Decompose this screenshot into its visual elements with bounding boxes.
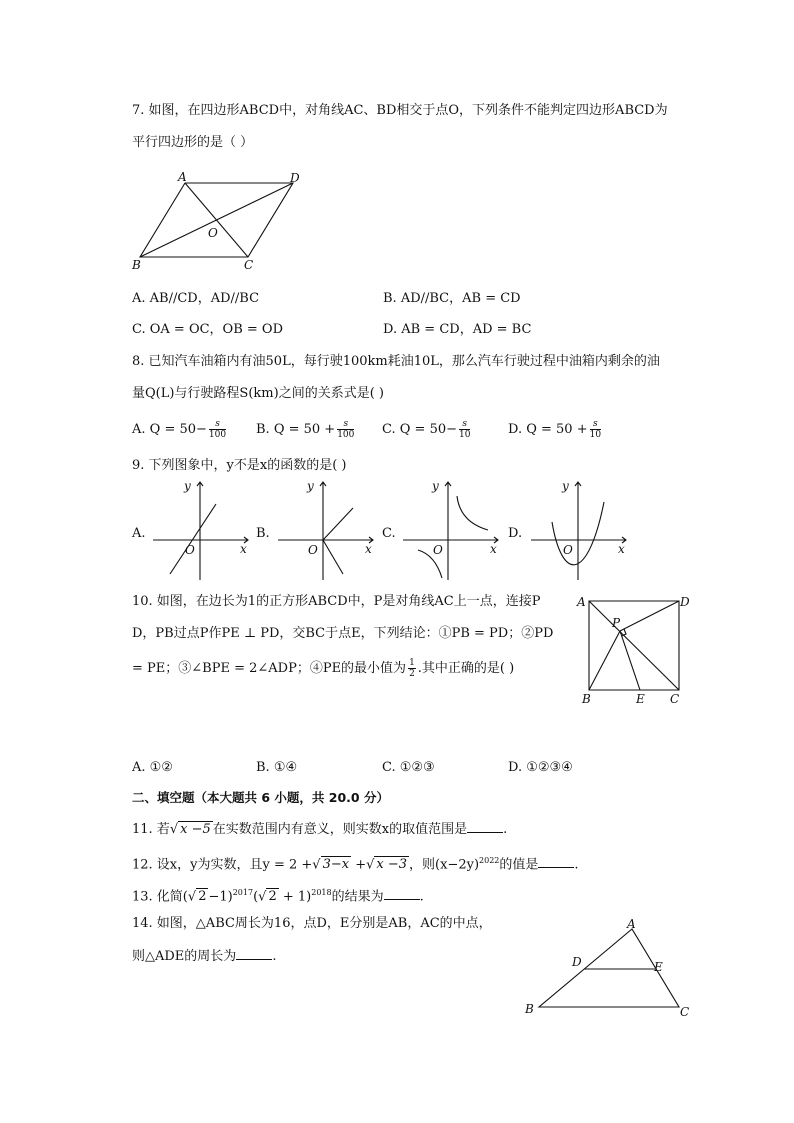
- q8-option-d: D. Q = 50 + $\frac{s}{10}$: [508, 419, 602, 440]
- q9c-label-o: O: [433, 543, 443, 557]
- q14-stem-line1: 14. 如图，△ABC周长为16，点D，E分别是AB，AC的中点，: [132, 916, 492, 931]
- q9d-label-o: O: [563, 543, 573, 557]
- q9a-label-y: y: [184, 479, 191, 493]
- q10-square-figure: [576, 590, 696, 708]
- q14-label-e: E: [654, 960, 663, 974]
- q14-label-d: D: [572, 955, 582, 969]
- q9a-label-o: O: [185, 543, 195, 557]
- q7-label-a: A: [178, 170, 187, 184]
- q9a-straight-line: [170, 504, 216, 574]
- q9-graph-a: [148, 478, 258, 583]
- q10-label-b: B: [582, 692, 591, 706]
- q9d-label-y: y: [562, 479, 569, 493]
- q7-parallelogram-figure: [128, 170, 308, 275]
- q9b-label-y: y: [307, 479, 314, 493]
- q7-option-b: B. AD//BC，AB = CD: [383, 291, 521, 306]
- q7-option-d: D. AB = CD，AD = BC: [383, 322, 532, 337]
- q13-answer-blank[interactable]: [384, 886, 420, 900]
- q9c-label-y: y: [432, 479, 439, 493]
- q12-answer-blank[interactable]: [538, 854, 574, 868]
- q14-answer-blank[interactable]: [236, 946, 272, 960]
- q8-stem-line1: 8. 已知汽车油箱内有油50L，每行驶100km耗油10L，那么汽车行驶过程中油箱内剩余的油: [132, 354, 660, 369]
- q9b-label-x: x: [365, 542, 372, 556]
- q9b-upper-ray: [323, 508, 353, 540]
- q7-label-c: C: [244, 258, 254, 272]
- q9c-upper-branch: [457, 496, 488, 530]
- q12-stem: 12. 设x，y为实数，且y = 2 +√ 3−x +√ x −3 ，则$(x-2y)^{2022}$的值是 .: [132, 856, 579, 873]
- q10-option-c: C. ①②③: [382, 760, 435, 775]
- q10-segment-pe: [620, 631, 640, 690]
- q10-label-p: P: [612, 616, 621, 630]
- q10-option-b: B. ①④: [256, 760, 298, 775]
- q9-option-c-label: C.: [382, 526, 396, 541]
- q10-segment-pd: [620, 601, 679, 631]
- q13-stem: 13. 化简(√ 2 −1)$^{2017}$(√ 2 + 1)$^{2018}$的结果为 .: [132, 888, 424, 905]
- q10-label-e: E: [636, 692, 645, 706]
- q10-diagonal-ac: [589, 601, 679, 690]
- q9d-label-x: x: [618, 542, 625, 556]
- q8-option-a: A. Q = 50− $\frac{s}{100}$: [132, 419, 227, 440]
- q9a-label-x: x: [240, 542, 247, 556]
- q14-triangle-figure: [520, 915, 695, 1023]
- q7-stem-line2: 平行四边形的是（ ）: [132, 135, 254, 150]
- q10-stem-line1: 10. 如图，在边长为1的正方形ABCD中，P是对角线AC上一点，连接P: [132, 594, 541, 609]
- section-fill-in-heading: 二、填空题（本大题共 6 小题，共 20.0 分）: [132, 790, 389, 805]
- q10-option-a: A. ①②: [132, 760, 173, 775]
- q7-option-c: C. OA = OC，OB = OD: [132, 322, 284, 337]
- q7-label-d: D: [290, 171, 300, 185]
- q10-option-d: D. ①②③④: [508, 760, 573, 775]
- q9-stem: 9. 下列图象中，y不是x的函数的是( ): [132, 458, 347, 473]
- q7-stem-line1: 7. 如图，在四边形ABCD中，对角线AC、BD相交于点O，下列条件不能判定四边形ABCD为: [132, 103, 668, 118]
- q9-option-d-label: D.: [508, 526, 523, 541]
- q8-option-c: C. Q = 50− $\frac{s}{10}$: [382, 419, 471, 440]
- q14-stem-line2: 则△ADE的周长为 .: [132, 946, 276, 967]
- q11-stem: 11. 若√ x −5 在实数范围内有意义，则实数x的取值范围是 .: [132, 819, 507, 840]
- q10-segment-pb: [589, 631, 620, 690]
- q10-label-d: D: [680, 595, 690, 609]
- q9-graph-d: [526, 478, 636, 583]
- q7-label-o: O: [208, 226, 218, 240]
- q14-label-a: A: [627, 917, 636, 931]
- q11-answer-blank[interactable]: [467, 819, 503, 833]
- q9-graph-c: [398, 478, 508, 583]
- q9c-label-x: x: [490, 542, 497, 556]
- q9-option-b-label: B.: [256, 526, 270, 541]
- q9b-lower-ray: [323, 540, 343, 574]
- q10-stem-line2: D，PB过点P作PE ⊥ PD，交BC于点E，下列结论：①PB = PD；②PD: [132, 626, 554, 641]
- q10-label-a: A: [577, 595, 586, 609]
- q9-option-a-label: A.: [132, 526, 146, 541]
- q10-stem-line3: = PE；③∠BPE = 2∠ADP；④PE的最小值为 $\frac{1}{2}$ .其中正确的是( ): [132, 658, 515, 679]
- q10-label-c: C: [670, 692, 680, 706]
- q8-stem-line2: 量Q(L)与行驶路程S(km)之间的关系式是( ): [132, 386, 384, 401]
- q14-label-c: C: [680, 1005, 690, 1019]
- q9-graph-b: [273, 478, 383, 583]
- q7-option-a: A. AB//CD，AD//BC: [132, 291, 260, 306]
- q9b-label-o: O: [308, 543, 318, 557]
- q8-option-b: B. Q = 50 + $\frac{s}{100}$: [256, 419, 355, 440]
- q14-label-b: B: [525, 1002, 534, 1016]
- q7-label-b: B: [132, 258, 141, 272]
